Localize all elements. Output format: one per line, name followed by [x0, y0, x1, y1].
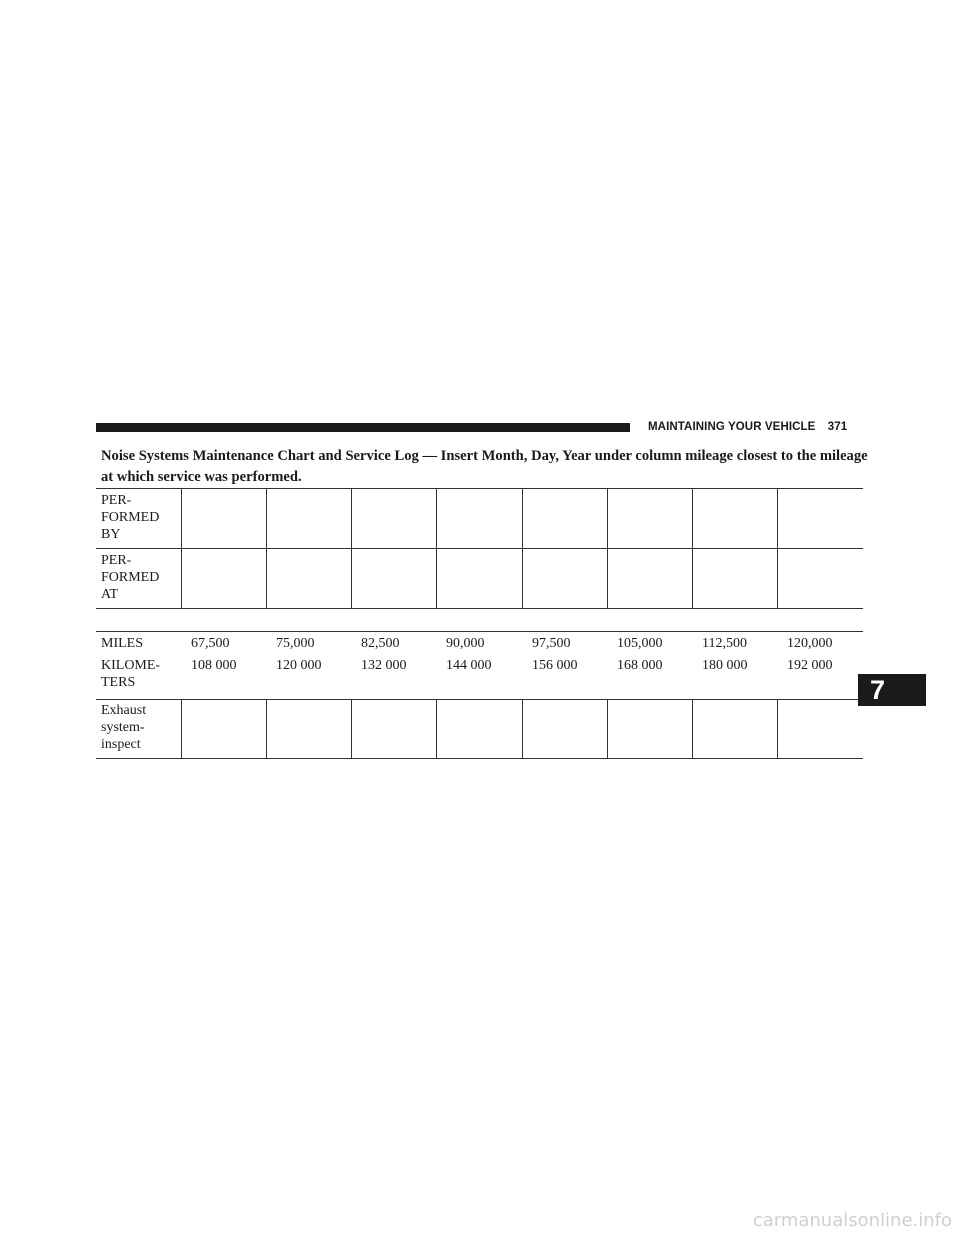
- chapter-tab: 7: [858, 674, 926, 706]
- service-cell[interactable]: [607, 700, 692, 759]
- log-cell[interactable]: [181, 549, 266, 609]
- km-value: 132 000: [361, 658, 407, 673]
- km-value: 108 000: [191, 658, 237, 673]
- miles-value: 67,500: [191, 636, 230, 651]
- miles-value: 112,500: [702, 636, 747, 651]
- service-log-table: [96, 488, 863, 609]
- service-cell[interactable]: [351, 700, 436, 759]
- service-cell[interactable]: [181, 700, 266, 759]
- log-cell[interactable]: [266, 489, 351, 549]
- log-cell[interactable]: [351, 549, 436, 609]
- performed-at-label: PER- FORMED AT: [96, 549, 181, 609]
- kilometers-label: KILOME- TERS: [101, 658, 161, 690]
- miles-row: [96, 632, 863, 656]
- log-cell[interactable]: [692, 489, 777, 549]
- exhaust-inspect-label: Exhaust system- inspect: [96, 700, 181, 759]
- miles-value: 97,500: [532, 636, 571, 651]
- log-cell[interactable]: [266, 549, 351, 609]
- log-cell[interactable]: [607, 549, 692, 609]
- performed-at-row: [96, 549, 863, 609]
- page-number: 371: [827, 421, 848, 433]
- km-value: 120 000: [276, 658, 322, 673]
- log-cell[interactable]: [777, 549, 863, 609]
- km-value: 156 000: [532, 658, 578, 673]
- exhaust-inspect-row: [96, 700, 863, 759]
- miles-value: 82,500: [361, 636, 400, 651]
- log-cell[interactable]: [522, 549, 607, 609]
- service-cell[interactable]: [692, 700, 777, 759]
- km-value: 168 000: [617, 658, 663, 673]
- service-cell[interactable]: [266, 700, 351, 759]
- header-bar: [96, 423, 630, 432]
- chart-title: Noise Systems Maintenance Chart and Service Log — Insert Month, Day, Year under column mileage closest to the mileage at which service was performed.: [101, 448, 868, 485]
- service-cell[interactable]: [522, 700, 607, 759]
- log-cell[interactable]: [777, 489, 863, 549]
- watermark: carmanualsonline.info: [752, 1210, 952, 1231]
- running-header: [648, 419, 847, 435]
- miles-value: 75,000: [276, 636, 315, 651]
- log-cell[interactable]: [607, 489, 692, 549]
- section-title: MAINTAINING YOUR VEHICLE: [648, 421, 816, 433]
- km-value: 180 000: [702, 658, 748, 673]
- miles-value: 90,000: [446, 636, 485, 651]
- log-cell[interactable]: [436, 549, 522, 609]
- service-cell[interactable]: [436, 700, 522, 759]
- km-value: 144 000: [446, 658, 492, 673]
- log-cell[interactable]: [692, 549, 777, 609]
- performed-by-row: [96, 489, 863, 549]
- log-cell[interactable]: [351, 489, 436, 549]
- miles-label: MILES: [101, 636, 143, 651]
- mileage-schedule-table: [96, 631, 863, 759]
- performed-by-label: PER- FORMED BY: [96, 489, 181, 549]
- log-cell[interactable]: [181, 489, 266, 549]
- log-cell[interactable]: [522, 489, 607, 549]
- service-cell[interactable]: [777, 700, 863, 759]
- log-cell[interactable]: [436, 489, 522, 549]
- miles-value: 120,000: [787, 636, 833, 651]
- km-value: 192 000: [787, 658, 833, 673]
- kilometers-row: [96, 655, 863, 700]
- miles-value: 105,000: [617, 636, 663, 651]
